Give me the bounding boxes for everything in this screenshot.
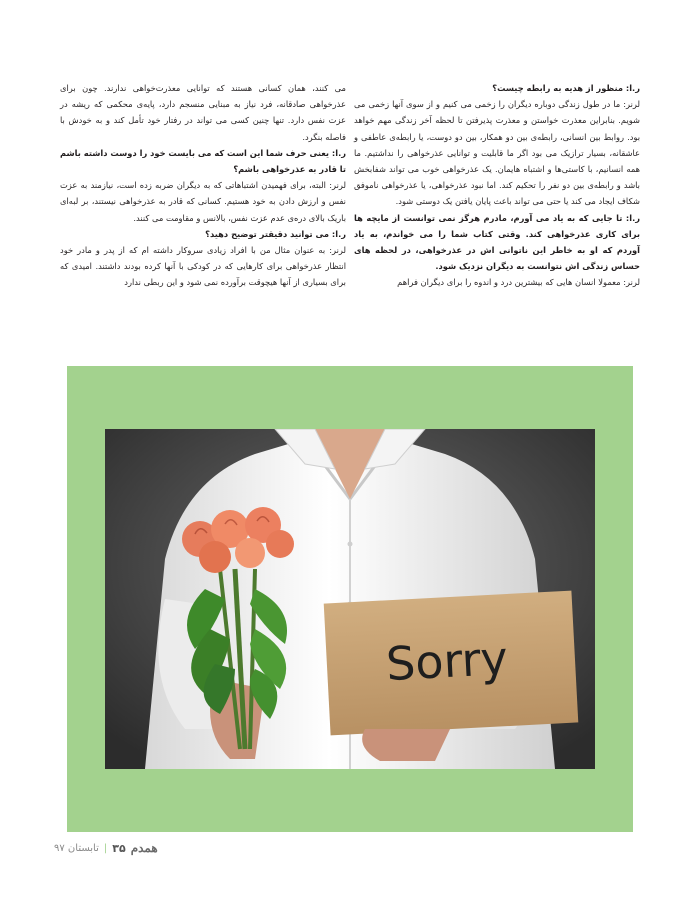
sorry-photo	[105, 429, 595, 769]
interview-answer: لرنر: به عنوان مثال من با افراد زیادی سروکار داشته ام که از پدر و مادر خود انتظار عذرخواهی برای کارهایی که در کودکی با آنها کرده بودند داشتند. امیدی که برای بسیاری از آنها هیچوقت برآورده نمی شود و این ربطی ندارد	[60, 245, 346, 288]
magazine-logo: همدم	[130, 841, 158, 855]
interview-question: ر.ا: منظور از هدیه به رابطه چیست؟	[492, 83, 640, 93]
footer-separator: |	[103, 842, 108, 854]
interview-answer: لرنر: البته، برای فهمیدن اشتباهاتی که به دیگران ضربه زده است، نیازمند به عزت نفس و ارزش دادن به خود هستیم. کسانی که قادر به عذرخواهی نیستند، بر لبه‌ای باریک بالای دره‌ی عدم عزت نفس، بالانس و مقاومت می کنند.	[60, 180, 346, 223]
interview-answer: می کنند، همان کسانی هستند که توانایی معذرت‌خواهی ندارند. چون برای عذرخواهی صادقانه، فرد نیاز به مبنایی منسجم دارد، پایه‌ی محکمی که ریشه در عزت نفس دارد. تنها چنین کسی می تواند در رفتار خود تأمل کند و به خودش با فاصله بنگرد.	[60, 83, 346, 142]
interview-question: ر.ا: یعنی حرف شما این است که می بایست خود را دوست داشته باشم تا قادر به عذرخواهی باشم؟	[60, 147, 346, 175]
interview-question: ر.ا: تا جایی که به یاد می آورم، مادرم هرگز نمی توانست از مایچه ها برای کاری عذرخواهی کند. وقتی کتاب شما را می خواندم، به یاد آوردم که او به خاطر این ناتوانی اش در عذرخواهی، در لحظه های حساس زندگی اش نتوانست به دیگران نزدیک شود.	[354, 212, 640, 272]
page-footer	[54, 841, 158, 855]
interview-question: ر.ا: می توانید دقیقتر توضیح دهید؟	[205, 228, 346, 239]
article-column-right	[354, 80, 640, 291]
photo-frame	[67, 366, 633, 832]
sorry-sign-text: Sorry	[384, 630, 510, 692]
article-column-left	[60, 80, 346, 291]
interview-answer: لرنر: ما در طول زندگی دوباره دیگران را زخمی می کنیم و از سوی آنها زخمی می شویم. بنابراین معذرت خواستن و معذرت پذیرفتن تا لحظه آخر زندگی مهم خواهد بود. روابط بین انسانی، رابطه‌ی بین دو همکار، بین دو دوست، یا رابطه‌ی عاطفی و عاشقانه، بسیار ترازیک می بود اگر ما قابلیت و توانایی عذرخواهی را نداشتیم. ما همه انسانیم، با کاستی‌ها و اشتباه هایمان. یک عذرخواهی خوب می تواند شفابخش باشد و رابطه‌ی بین دو نفر را تحکیم کند. اما نبود عذرخواهی، یا عذرخواهی ناموفق شکاف ایجاد می کند یا حتی می تواند باعث پایان یافتن یک دوستی شود.	[354, 99, 640, 207]
issue-season: تابستان ۹۷	[54, 842, 99, 854]
interview-answer: لرنر: معمولا انسان هایی که بیشترین درد و اندوه را برای دیگران فراهم	[397, 277, 640, 288]
page-number: ۳۵	[112, 841, 126, 855]
